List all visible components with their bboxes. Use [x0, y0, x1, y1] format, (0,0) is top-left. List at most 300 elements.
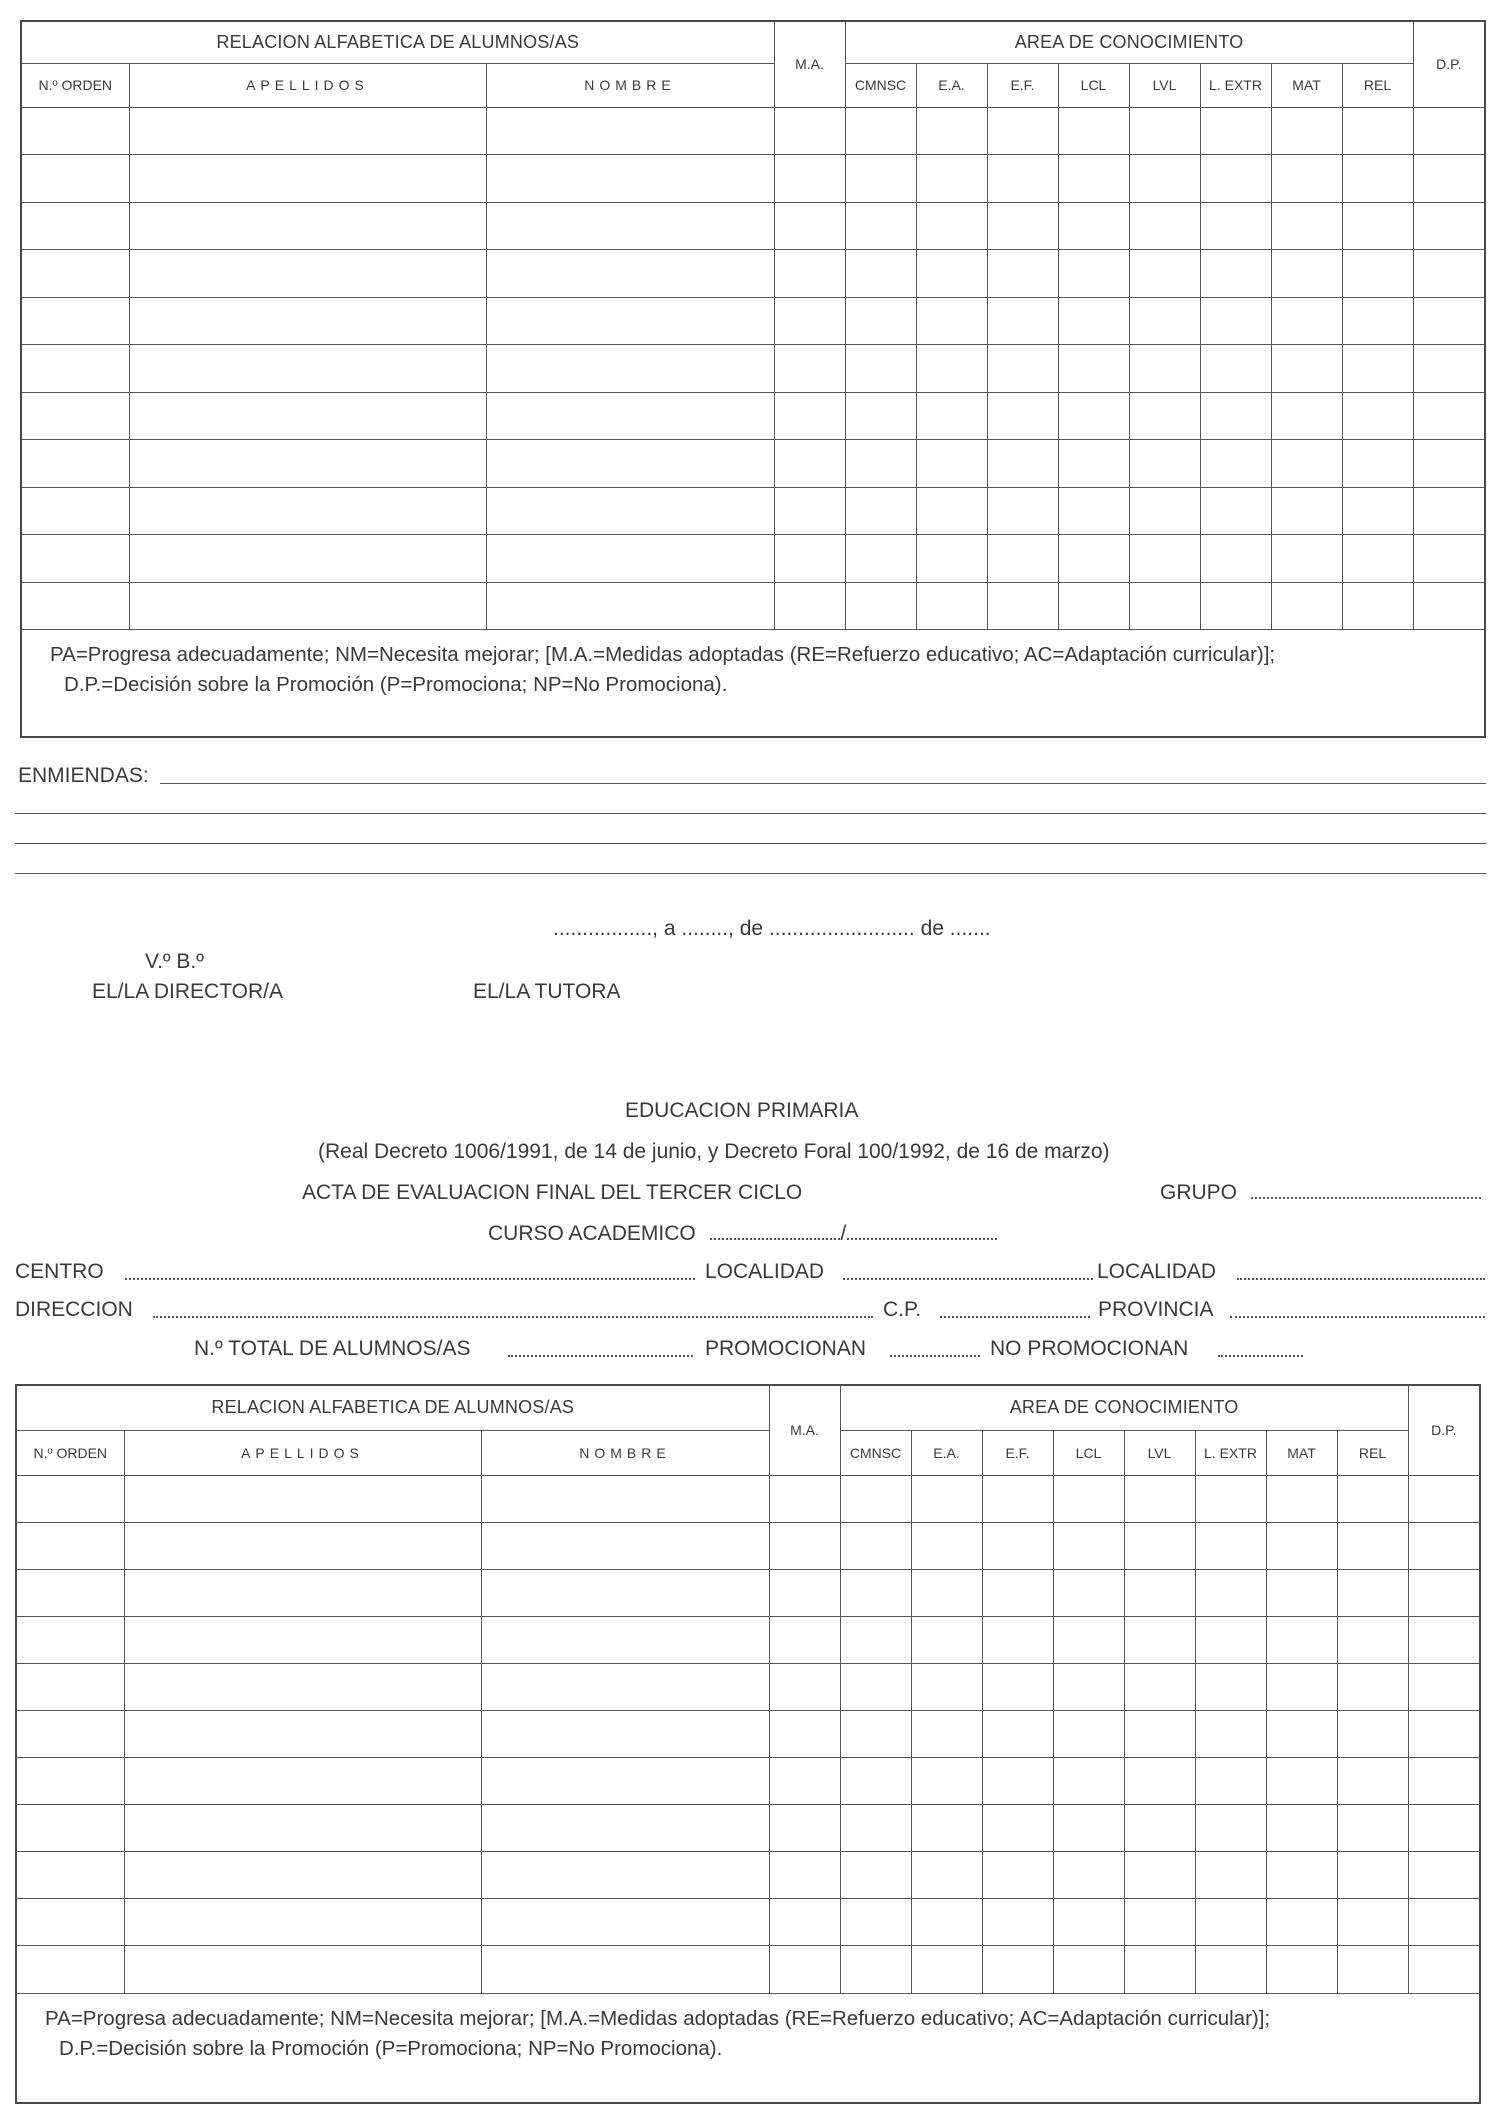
- table-cell[interactable]: [1195, 1899, 1266, 1946]
- table-cell[interactable]: [982, 1616, 1053, 1663]
- table-cell[interactable]: [481, 1805, 769, 1852]
- no-promocionan-input[interactable]: [1218, 1349, 1303, 1357]
- table-cell[interactable]: [486, 582, 774, 630]
- table-cell[interactable]: [1124, 1852, 1195, 1899]
- table-cell[interactable]: [1271, 582, 1342, 630]
- table-cell[interactable]: [124, 1710, 481, 1757]
- table-cell[interactable]: [1342, 250, 1413, 298]
- table-cell[interactable]: [1266, 1946, 1337, 1993]
- table-cell[interactable]: [987, 107, 1058, 155]
- table-cell[interactable]: [1124, 1710, 1195, 1757]
- table-cell[interactable]: [1053, 1569, 1124, 1616]
- table-cell[interactable]: [1413, 582, 1485, 630]
- table-cell[interactable]: [124, 1899, 481, 1946]
- localidad-input-2[interactable]: [1237, 1272, 1485, 1280]
- table-cell[interactable]: [916, 202, 987, 250]
- table-cell[interactable]: [845, 345, 916, 393]
- table-cell[interactable]: [1337, 1663, 1408, 1710]
- table-cell[interactable]: [1266, 1805, 1337, 1852]
- table-cell[interactable]: [1266, 1616, 1337, 1663]
- table-cell[interactable]: [1058, 297, 1129, 345]
- table-cell[interactable]: [1124, 1475, 1195, 1522]
- table-cell[interactable]: [1408, 1899, 1480, 1946]
- table-cell[interactable]: [1342, 345, 1413, 393]
- table-cell[interactable]: [916, 107, 987, 155]
- table-cell[interactable]: [1408, 1663, 1480, 1710]
- table-cell[interactable]: [1408, 1569, 1480, 1616]
- table-cell[interactable]: [129, 535, 486, 583]
- table-cell[interactable]: [1413, 440, 1485, 488]
- table-cell[interactable]: [481, 1946, 769, 1993]
- table-cell[interactable]: [982, 1805, 1053, 1852]
- table-cell[interactable]: [1053, 1805, 1124, 1852]
- table-cell[interactable]: [1337, 1758, 1408, 1805]
- table-cell[interactable]: [1337, 1852, 1408, 1899]
- table-cell[interactable]: [1413, 487, 1485, 535]
- table-cell[interactable]: [481, 1852, 769, 1899]
- table-cell[interactable]: [774, 202, 845, 250]
- table-cell[interactable]: [16, 1946, 124, 1993]
- table-cell[interactable]: [840, 1616, 911, 1663]
- table-cell[interactable]: [124, 1946, 481, 1993]
- table-cell[interactable]: [124, 1475, 481, 1522]
- table-cell[interactable]: [129, 345, 486, 393]
- table-cell[interactable]: [1058, 392, 1129, 440]
- table-cell[interactable]: [1195, 1663, 1266, 1710]
- table-cell[interactable]: [1342, 155, 1413, 203]
- table-cell[interactable]: [845, 202, 916, 250]
- table-cell[interactable]: [1195, 1569, 1266, 1616]
- table-cell[interactable]: [129, 250, 486, 298]
- table-cell[interactable]: [769, 1758, 840, 1805]
- table-cell[interactable]: [1413, 535, 1485, 583]
- table-cell[interactable]: [486, 440, 774, 488]
- table-cell[interactable]: [1200, 535, 1271, 583]
- table-cell[interactable]: [774, 487, 845, 535]
- table-cell[interactable]: [1337, 1946, 1408, 1993]
- table-cell[interactable]: [1271, 487, 1342, 535]
- table-cell[interactable]: [124, 1569, 481, 1616]
- table-cell[interactable]: [1129, 440, 1200, 488]
- table-cell[interactable]: [916, 297, 987, 345]
- table-cell[interactable]: [486, 202, 774, 250]
- table-cell[interactable]: [1271, 107, 1342, 155]
- table-cell[interactable]: [1053, 1852, 1124, 1899]
- table-cell[interactable]: [486, 345, 774, 393]
- table-cell[interactable]: [845, 440, 916, 488]
- table-cell[interactable]: [916, 582, 987, 630]
- table-cell[interactable]: [486, 107, 774, 155]
- table-cell[interactable]: [1413, 202, 1485, 250]
- table-cell[interactable]: [840, 1805, 911, 1852]
- curso-input-1[interactable]: [710, 1232, 840, 1240]
- table-cell[interactable]: [21, 202, 129, 250]
- table-cell[interactable]: [1337, 1616, 1408, 1663]
- table-cell[interactable]: [774, 392, 845, 440]
- table-cell[interactable]: [124, 1805, 481, 1852]
- table-cell[interactable]: [911, 1522, 982, 1569]
- table-cell[interactable]: [1195, 1946, 1266, 1993]
- table-cell[interactable]: [840, 1475, 911, 1522]
- table-cell[interactable]: [1195, 1805, 1266, 1852]
- table-cell[interactable]: [987, 535, 1058, 583]
- table-cell[interactable]: [1200, 202, 1271, 250]
- table-cell[interactable]: [481, 1475, 769, 1522]
- table-cell[interactable]: [845, 250, 916, 298]
- table-cell[interactable]: [21, 440, 129, 488]
- table-cell[interactable]: [1408, 1758, 1480, 1805]
- table-cell[interactable]: [1129, 107, 1200, 155]
- promocionan-input[interactable]: [890, 1349, 980, 1357]
- table-cell[interactable]: [1053, 1758, 1124, 1805]
- table-cell[interactable]: [481, 1522, 769, 1569]
- table-cell[interactable]: [911, 1569, 982, 1616]
- table-cell[interactable]: [1195, 1522, 1266, 1569]
- table-cell[interactable]: [1058, 202, 1129, 250]
- table-cell[interactable]: [481, 1899, 769, 1946]
- table-cell[interactable]: [129, 107, 486, 155]
- table-cell[interactable]: [769, 1946, 840, 1993]
- table-cell[interactable]: [840, 1663, 911, 1710]
- table-cell[interactable]: [845, 535, 916, 583]
- table-cell[interactable]: [16, 1663, 124, 1710]
- table-cell[interactable]: [1271, 250, 1342, 298]
- table-cell[interactable]: [1337, 1475, 1408, 1522]
- table-cell[interactable]: [774, 297, 845, 345]
- enmiendas-line-1[interactable]: [160, 783, 1486, 784]
- table-cell[interactable]: [916, 487, 987, 535]
- table-cell[interactable]: [1124, 1899, 1195, 1946]
- table-cell[interactable]: [124, 1522, 481, 1569]
- table-cell[interactable]: [1195, 1475, 1266, 1522]
- table-cell[interactable]: [987, 582, 1058, 630]
- table-cell[interactable]: [129, 297, 486, 345]
- table-cell[interactable]: [774, 155, 845, 203]
- table-cell[interactable]: [1200, 487, 1271, 535]
- table-cell[interactable]: [481, 1758, 769, 1805]
- table-cell[interactable]: [1129, 202, 1200, 250]
- table-cell[interactable]: [1053, 1616, 1124, 1663]
- table-cell[interactable]: [1266, 1475, 1337, 1522]
- table-cell[interactable]: [1271, 345, 1342, 393]
- grupo-input[interactable]: [1251, 1191, 1481, 1199]
- table-cell[interactable]: [1408, 1475, 1480, 1522]
- table-cell[interactable]: [1408, 1616, 1480, 1663]
- table-cell[interactable]: [1195, 1852, 1266, 1899]
- table-cell[interactable]: [1195, 1758, 1266, 1805]
- table-cell[interactable]: [129, 155, 486, 203]
- table-cell[interactable]: [124, 1852, 481, 1899]
- table-cell[interactable]: [911, 1899, 982, 1946]
- table-cell[interactable]: [1271, 440, 1342, 488]
- table-cell[interactable]: [21, 155, 129, 203]
- table-cell[interactable]: [987, 345, 1058, 393]
- table-cell[interactable]: [911, 1663, 982, 1710]
- table-cell[interactable]: [1129, 250, 1200, 298]
- table-cell[interactable]: [911, 1475, 982, 1522]
- table-cell[interactable]: [1129, 582, 1200, 630]
- table-cell[interactable]: [840, 1899, 911, 1946]
- table-cell[interactable]: [124, 1663, 481, 1710]
- table-cell[interactable]: [16, 1805, 124, 1852]
- table-cell[interactable]: [1266, 1663, 1337, 1710]
- table-cell[interactable]: [1058, 155, 1129, 203]
- table-cell[interactable]: [16, 1710, 124, 1757]
- table-cell[interactable]: [16, 1616, 124, 1663]
- table-cell[interactable]: [21, 345, 129, 393]
- table-cell[interactable]: [845, 582, 916, 630]
- table-cell[interactable]: [987, 250, 1058, 298]
- table-cell[interactable]: [911, 1805, 982, 1852]
- table-cell[interactable]: [1337, 1569, 1408, 1616]
- table-cell[interactable]: [486, 535, 774, 583]
- table-cell[interactable]: [21, 107, 129, 155]
- table-cell[interactable]: [1413, 392, 1485, 440]
- table-cell[interactable]: [840, 1946, 911, 1993]
- table-cell[interactable]: [1124, 1663, 1195, 1710]
- table-cell[interactable]: [1200, 440, 1271, 488]
- table-cell[interactable]: [1342, 107, 1413, 155]
- table-cell[interactable]: [911, 1758, 982, 1805]
- table-cell[interactable]: [1129, 297, 1200, 345]
- table-cell[interactable]: [916, 392, 987, 440]
- table-cell[interactable]: [769, 1475, 840, 1522]
- table-cell[interactable]: [845, 107, 916, 155]
- table-cell[interactable]: [1058, 345, 1129, 393]
- table-cell[interactable]: [1124, 1805, 1195, 1852]
- table-cell[interactable]: [1200, 582, 1271, 630]
- table-cell[interactable]: [840, 1522, 911, 1569]
- table-cell[interactable]: [774, 250, 845, 298]
- table-cell[interactable]: [1124, 1616, 1195, 1663]
- table-cell[interactable]: [1266, 1710, 1337, 1757]
- table-cell[interactable]: [1053, 1522, 1124, 1569]
- table-cell[interactable]: [845, 392, 916, 440]
- table-cell[interactable]: [486, 487, 774, 535]
- table-cell[interactable]: [21, 297, 129, 345]
- table-cell[interactable]: [1129, 155, 1200, 203]
- table-cell[interactable]: [16, 1569, 124, 1616]
- table-cell[interactable]: [769, 1899, 840, 1946]
- table-cell[interactable]: [486, 297, 774, 345]
- table-cell[interactable]: [1342, 392, 1413, 440]
- table-cell[interactable]: [774, 440, 845, 488]
- table-cell[interactable]: [21, 487, 129, 535]
- table-cell[interactable]: [911, 1852, 982, 1899]
- table-cell[interactable]: [1337, 1805, 1408, 1852]
- table-cell[interactable]: [774, 535, 845, 583]
- table-cell[interactable]: [1342, 487, 1413, 535]
- table-cell[interactable]: [1413, 297, 1485, 345]
- table-cell[interactable]: [486, 250, 774, 298]
- table-cell[interactable]: [1342, 535, 1413, 583]
- table-cell[interactable]: [1124, 1946, 1195, 1993]
- table-cell[interactable]: [129, 582, 486, 630]
- enmiendas-line-4[interactable]: [15, 873, 1486, 874]
- table-cell[interactable]: [769, 1710, 840, 1757]
- table-cell[interactable]: [1266, 1852, 1337, 1899]
- table-cell[interactable]: [21, 535, 129, 583]
- table-cell[interactable]: [1124, 1758, 1195, 1805]
- table-cell[interactable]: [987, 487, 1058, 535]
- provincia-input[interactable]: [1230, 1310, 1485, 1318]
- table-cell[interactable]: [1413, 345, 1485, 393]
- enmiendas-line-3[interactable]: [15, 843, 1486, 844]
- table-cell[interactable]: [1058, 582, 1129, 630]
- table-cell[interactable]: [129, 487, 486, 535]
- table-cell[interactable]: [1058, 250, 1129, 298]
- table-cell[interactable]: [1413, 250, 1485, 298]
- table-cell[interactable]: [987, 392, 1058, 440]
- direccion-input[interactable]: [153, 1310, 873, 1318]
- table-cell[interactable]: [1408, 1946, 1480, 1993]
- table-cell[interactable]: [987, 297, 1058, 345]
- table-cell[interactable]: [1129, 392, 1200, 440]
- table-cell[interactable]: [769, 1805, 840, 1852]
- table-cell[interactable]: [1053, 1663, 1124, 1710]
- table-cell[interactable]: [16, 1852, 124, 1899]
- table-cell[interactable]: [16, 1899, 124, 1946]
- table-cell[interactable]: [1200, 250, 1271, 298]
- table-cell[interactable]: [1271, 392, 1342, 440]
- table-cell[interactable]: [1058, 487, 1129, 535]
- table-cell[interactable]: [1266, 1758, 1337, 1805]
- table-cell[interactable]: [1271, 155, 1342, 203]
- table-cell[interactable]: [1129, 535, 1200, 583]
- cp-input[interactable]: [940, 1310, 1090, 1318]
- table-cell[interactable]: [481, 1710, 769, 1757]
- table-cell[interactable]: [1271, 297, 1342, 345]
- table-cell[interactable]: [769, 1569, 840, 1616]
- table-cell[interactable]: [982, 1663, 1053, 1710]
- table-cell[interactable]: [911, 1946, 982, 1993]
- table-cell[interactable]: [1195, 1710, 1266, 1757]
- table-cell[interactable]: [840, 1710, 911, 1757]
- enmiendas-line-2[interactable]: [15, 813, 1486, 814]
- table-cell[interactable]: [129, 392, 486, 440]
- table-cell[interactable]: [124, 1616, 481, 1663]
- table-cell[interactable]: [1129, 487, 1200, 535]
- table-cell[interactable]: [769, 1522, 840, 1569]
- table-cell[interactable]: [21, 392, 129, 440]
- table-cell[interactable]: [1337, 1522, 1408, 1569]
- table-cell[interactable]: [845, 155, 916, 203]
- table-cell[interactable]: [911, 1710, 982, 1757]
- localidad-input-1[interactable]: [843, 1272, 1093, 1280]
- table-cell[interactable]: [1271, 202, 1342, 250]
- table-cell[interactable]: [481, 1616, 769, 1663]
- table-cell[interactable]: [1408, 1710, 1480, 1757]
- table-cell[interactable]: [1053, 1899, 1124, 1946]
- table-cell[interactable]: [1337, 1899, 1408, 1946]
- table-cell[interactable]: [774, 582, 845, 630]
- table-cell[interactable]: [916, 440, 987, 488]
- table-cell[interactable]: [916, 535, 987, 583]
- curso-input-2[interactable]: [847, 1232, 997, 1240]
- table-cell[interactable]: [1200, 155, 1271, 203]
- table-cell[interactable]: [1200, 345, 1271, 393]
- table-cell[interactable]: [987, 440, 1058, 488]
- table-cell[interactable]: [1408, 1522, 1480, 1569]
- table-cell[interactable]: [769, 1616, 840, 1663]
- table-cell[interactable]: [16, 1522, 124, 1569]
- table-cell[interactable]: [1342, 297, 1413, 345]
- table-cell[interactable]: [982, 1475, 1053, 1522]
- table-cell[interactable]: [481, 1569, 769, 1616]
- table-cell[interactable]: [845, 297, 916, 345]
- table-cell[interactable]: [129, 440, 486, 488]
- table-cell[interactable]: [1195, 1616, 1266, 1663]
- table-cell[interactable]: [486, 392, 774, 440]
- table-cell[interactable]: [982, 1899, 1053, 1946]
- table-cell[interactable]: [1413, 107, 1485, 155]
- table-cell[interactable]: [774, 107, 845, 155]
- total-input[interactable]: [508, 1349, 693, 1357]
- table-cell[interactable]: [481, 1663, 769, 1710]
- table-cell[interactable]: [982, 1522, 1053, 1569]
- table-cell[interactable]: [916, 155, 987, 203]
- table-cell[interactable]: [124, 1758, 481, 1805]
- table-cell[interactable]: [982, 1710, 1053, 1757]
- table-cell[interactable]: [1200, 107, 1271, 155]
- table-cell[interactable]: [1053, 1710, 1124, 1757]
- table-cell[interactable]: [982, 1758, 1053, 1805]
- table-cell[interactable]: [1053, 1946, 1124, 1993]
- table-cell[interactable]: [21, 250, 129, 298]
- table-cell[interactable]: [774, 345, 845, 393]
- table-cell[interactable]: [1266, 1569, 1337, 1616]
- table-cell[interactable]: [1053, 1475, 1124, 1522]
- table-cell[interactable]: [1124, 1569, 1195, 1616]
- table-cell[interactable]: [1337, 1710, 1408, 1757]
- table-cell[interactable]: [845, 487, 916, 535]
- table-cell[interactable]: [1058, 107, 1129, 155]
- table-cell[interactable]: [1124, 1522, 1195, 1569]
- table-cell[interactable]: [982, 1852, 1053, 1899]
- table-cell[interactable]: [1200, 297, 1271, 345]
- table-cell[interactable]: [982, 1946, 1053, 1993]
- table-cell[interactable]: [1342, 582, 1413, 630]
- table-cell[interactable]: [1200, 392, 1271, 440]
- table-cell[interactable]: [1129, 345, 1200, 393]
- table-cell[interactable]: [840, 1569, 911, 1616]
- table-cell[interactable]: [987, 202, 1058, 250]
- table-cell[interactable]: [1266, 1522, 1337, 1569]
- table-cell[interactable]: [1413, 155, 1485, 203]
- table-cell[interactable]: [16, 1475, 124, 1522]
- table-cell[interactable]: [1058, 535, 1129, 583]
- table-cell[interactable]: [911, 1616, 982, 1663]
- table-cell[interactable]: [916, 250, 987, 298]
- table-cell[interactable]: [1342, 440, 1413, 488]
- centro-input[interactable]: [125, 1272, 695, 1280]
- table-cell[interactable]: [769, 1852, 840, 1899]
- table-cell[interactable]: [1271, 535, 1342, 583]
- table-cell[interactable]: [840, 1852, 911, 1899]
- table-cell[interactable]: [1058, 440, 1129, 488]
- table-cell[interactable]: [987, 155, 1058, 203]
- table-cell[interactable]: [916, 345, 987, 393]
- table-cell[interactable]: [982, 1569, 1053, 1616]
- table-cell[interactable]: [16, 1758, 124, 1805]
- table-cell[interactable]: [769, 1663, 840, 1710]
- table-cell[interactable]: [1342, 202, 1413, 250]
- table-cell[interactable]: [1408, 1805, 1480, 1852]
- table-cell[interactable]: [486, 155, 774, 203]
- table-cell[interactable]: [129, 202, 486, 250]
- table-cell[interactable]: [1408, 1852, 1480, 1899]
- table-cell[interactable]: [21, 582, 129, 630]
